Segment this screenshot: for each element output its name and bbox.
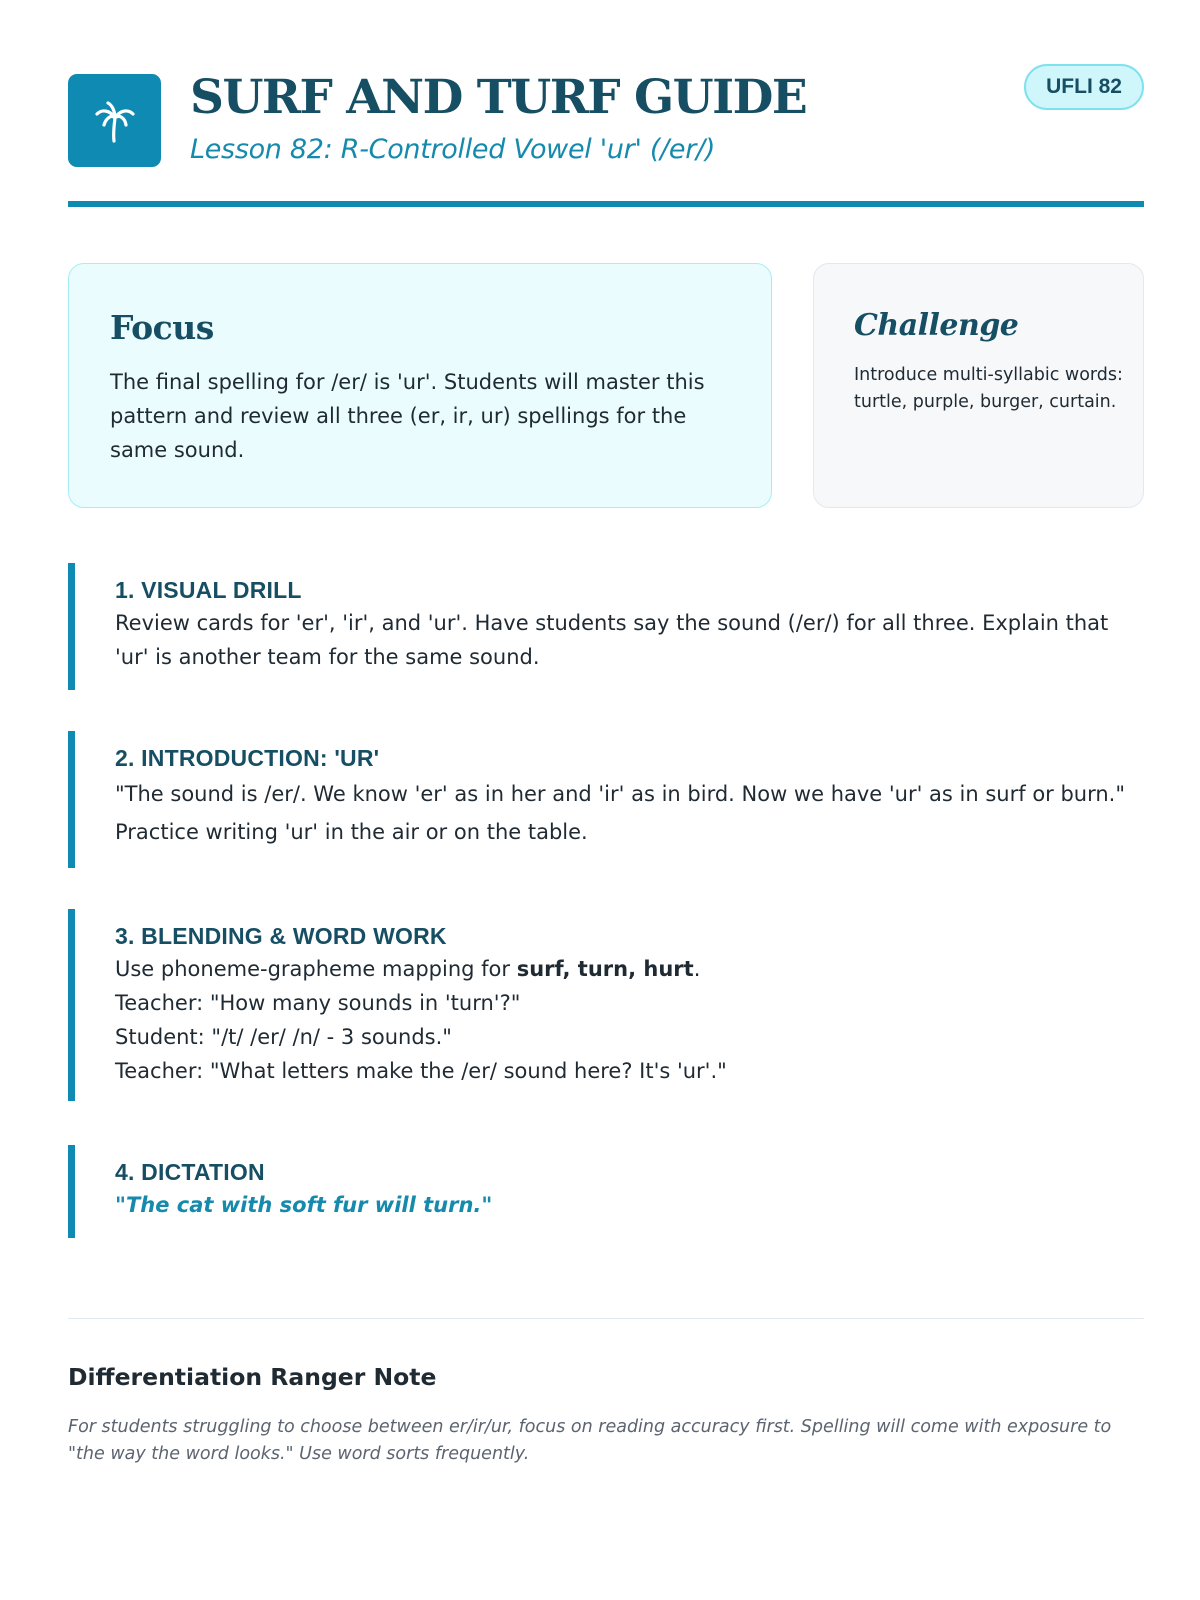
step-heading: 1. VISUAL DRILL	[115, 577, 302, 603]
step-text: "The sound is /er/. We know 'er' as in her and 'ir' as in bird. Now we have 'ur' as in surf or burn." Practice writing 'ur' in the air or on the table.	[115, 782, 1126, 844]
header	[68, 0, 1144, 208]
lesson-subtitle: Lesson 82: R-Controlled Vowel 'ur' (/er/)	[190, 134, 716, 165]
challenge-heading: Challenge	[854, 308, 1019, 343]
section-divider	[68, 1318, 1144, 1319]
palm-tree-icon	[90, 96, 140, 146]
focus-text: The final spelling for /er/ is 'ur'. Students will master this pattern and review all three (er, ir, ur) spellings for the same sound.	[110, 370, 705, 462]
note-title: Differentiation Ranger Note	[68, 1363, 437, 1391]
dictation-sentence: "The cat with soft fur will turn."	[115, 1193, 493, 1217]
step-heading: 4. DICTATION	[115, 1159, 265, 1185]
teacher-followup: Teacher: "What letters make the /er/ sound here? It's 'ur'."	[115, 1059, 727, 1083]
focus-heading: Focus	[110, 308, 214, 347]
step-dictation	[68, 1145, 1144, 1238]
student-answer: Student: "/t/ /er/ /n/ - 3 sounds."	[115, 1025, 452, 1049]
mapping-prefix: Use phoneme-grapheme mapping for	[115, 957, 517, 981]
page-title: SURF AND TURF GUIDE	[190, 70, 807, 125]
challenge-text: Introduce multi-syllabic words: turtle, purple, burger, curtain.	[854, 365, 1123, 412]
step-text: Review cards for 'er', 'ir', and 'ur'. Have students say the sound (/er/) for all three. Explain that 'ur' is another team for the same sound.	[115, 611, 1109, 669]
lesson-guide-page	[68, 0, 1144, 1464]
mapping-line	[115, 952, 1144, 986]
step-introduction	[68, 731, 1144, 868]
step-heading: 3. BLENDING & WORD WORK	[115, 923, 447, 949]
step-visual-drill	[68, 563, 1144, 690]
note-text: For students struggling to choose between er/ir/ur, focus on reading accuracy first. Spelling will come with exposure to "the way the word looks." Use word sorts frequently.	[68, 1417, 1112, 1464]
lesson-badge: UFLI 82	[1024, 64, 1144, 110]
mapping-words: surf, turn, hurt	[516, 957, 694, 981]
logo	[68, 74, 161, 167]
step-heading: 2. INTRODUCTION: 'UR'	[115, 745, 380, 771]
focus-card	[68, 263, 772, 508]
step-blending-word-work	[68, 909, 1144, 1101]
mapping-suffix: .	[693, 957, 701, 981]
teacher-question: Teacher: "How many sounds in 'turn'?"	[115, 991, 521, 1015]
header-divider	[68, 201, 1144, 207]
challenge-card	[813, 263, 1144, 508]
